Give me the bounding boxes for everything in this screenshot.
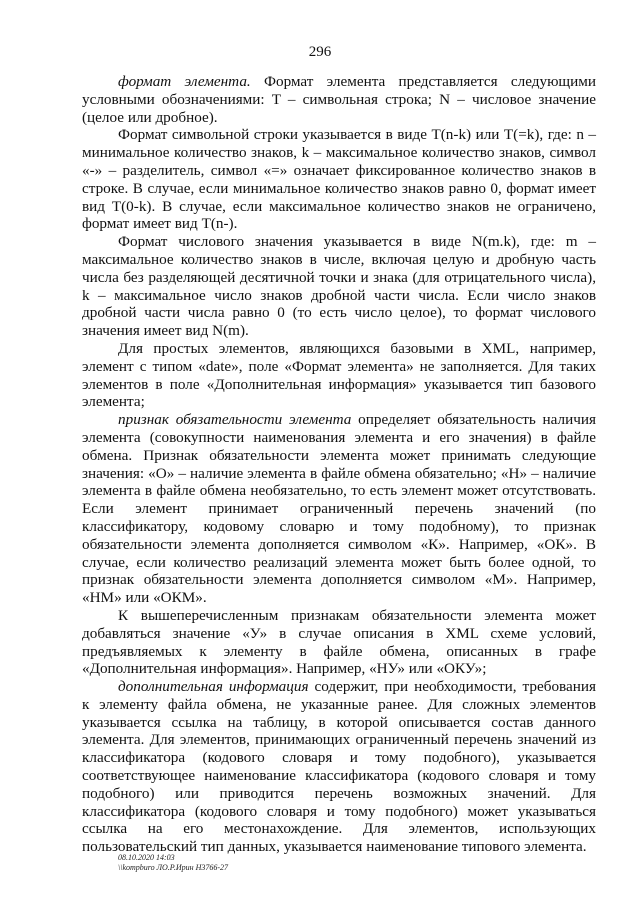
page-number: 296 — [308, 44, 332, 60]
term-element-format: формат элемента. — [118, 73, 251, 90]
footer-timestamp: 08.10.2020 14:03 — [118, 853, 175, 862]
document-body — [82, 73, 596, 856]
paragraph-text: Для простых элементов, являющихся базовыми в XML, например, элемент с типом «date», поле «Формат элемента» не заполняется. Для таких элементов в поле «Дополнительная информация» указывается тип базового элемента; — [82, 339, 596, 411]
paragraph-text: Формат символьной строки указывается в виде T(n-k) или T(=k), где: n – минимальное количество знаков, k – максимальное количество знаков, символ «-» – разделитель, символ «=» означает фиксированное количество знаков в строке. В случае, если минимальное количество знаков равно 0, формат имеет вид T(0-k). В случае, если максимальное количество знаков не ограничено, формат имеет вид T(n-). — [82, 126, 596, 233]
paragraph-condition-flag — [82, 607, 596, 678]
paragraph-element-format — [82, 73, 596, 126]
paragraph-text: Формат элемента представляется следующими условными обозначениями: T – символьная строка; N – числовое значение (целое или дробное). — [82, 73, 596, 126]
footer-stamp — [118, 853, 228, 873]
paragraph-text: определяет обязательность наличия элемента (совокупности наименования элемента и его значения) в файле обмена. Признак обязательности элемента может принимать следующие значения: «О» – наличие элемента в файле обмена обязательно; «Н» – наличие элемента в файле обмена необязательно, то есть элемент может отсутствовать. Если элемент принимает ограниченный перечень значений (по классификатору, кодовому словарю и тому подобному), то признак обязательности элемента дополняется символом «К». Например, «ОК». В случае, если количество реализаций элемента может быть более одной, то признак обязательности элемента дополняется символом «М». Например, «НМ» или «ОКМ». — [82, 411, 596, 607]
term-additional-info: дополнительная информация — [118, 678, 309, 696]
paragraph-text: К вышеперечисленным признакам обязательности элемента может добавляться значение «У» в случае описания в XML схеме условий, предъявляемых к элементу в файле обмена, описанных в графе «Дополнительная информация». Например, «НУ» или «ОКУ»; — [82, 606, 596, 678]
paragraph-simple-elements — [82, 340, 596, 411]
paragraph-text: Формат числового значения указывается в виде N(m.k), где: m – максимальное количество знаков в числе, включая целую и дробную часть числа без разделяющей десятичной точки и знака (для отрицательного числа), k – максимальное число знаков дробной части числа. Если число знаков дробной части числа равно 0 (то есть число целое), то формат числового значения имеет вид N(m). — [82, 233, 596, 340]
paragraph-mandatory-flag — [82, 411, 596, 607]
paragraph-additional-info — [82, 678, 596, 856]
footer-path: \\kompburo ЛО.Р.Ирин Н3766-27 — [118, 863, 229, 872]
paragraph-string-format — [82, 126, 596, 233]
paragraph-text: содержит, при необходимости, требования к элементу файла обмена, не указанные ранее. Для сложных элементов указывается ссылка на таблицу, в которой описывается состав данного элемента. Для элементов, принимающих ограниченный перечень значений из классификатора (кодового словаря и тому подобного), указывается соответствующее наименование классификатора (кодового словаря и тому подобного) или приводится перечень возможных значений. Для классификатора (кодового словаря и тому подобного) может указываться ссылка на его местонахождение. Для элементов, использующих пользовательский тип данных, указывается наименование типового элемента. — [82, 678, 596, 856]
paragraph-number-format — [82, 233, 596, 340]
term-mandatory-flag: признак обязательности элемента — [118, 411, 352, 429]
